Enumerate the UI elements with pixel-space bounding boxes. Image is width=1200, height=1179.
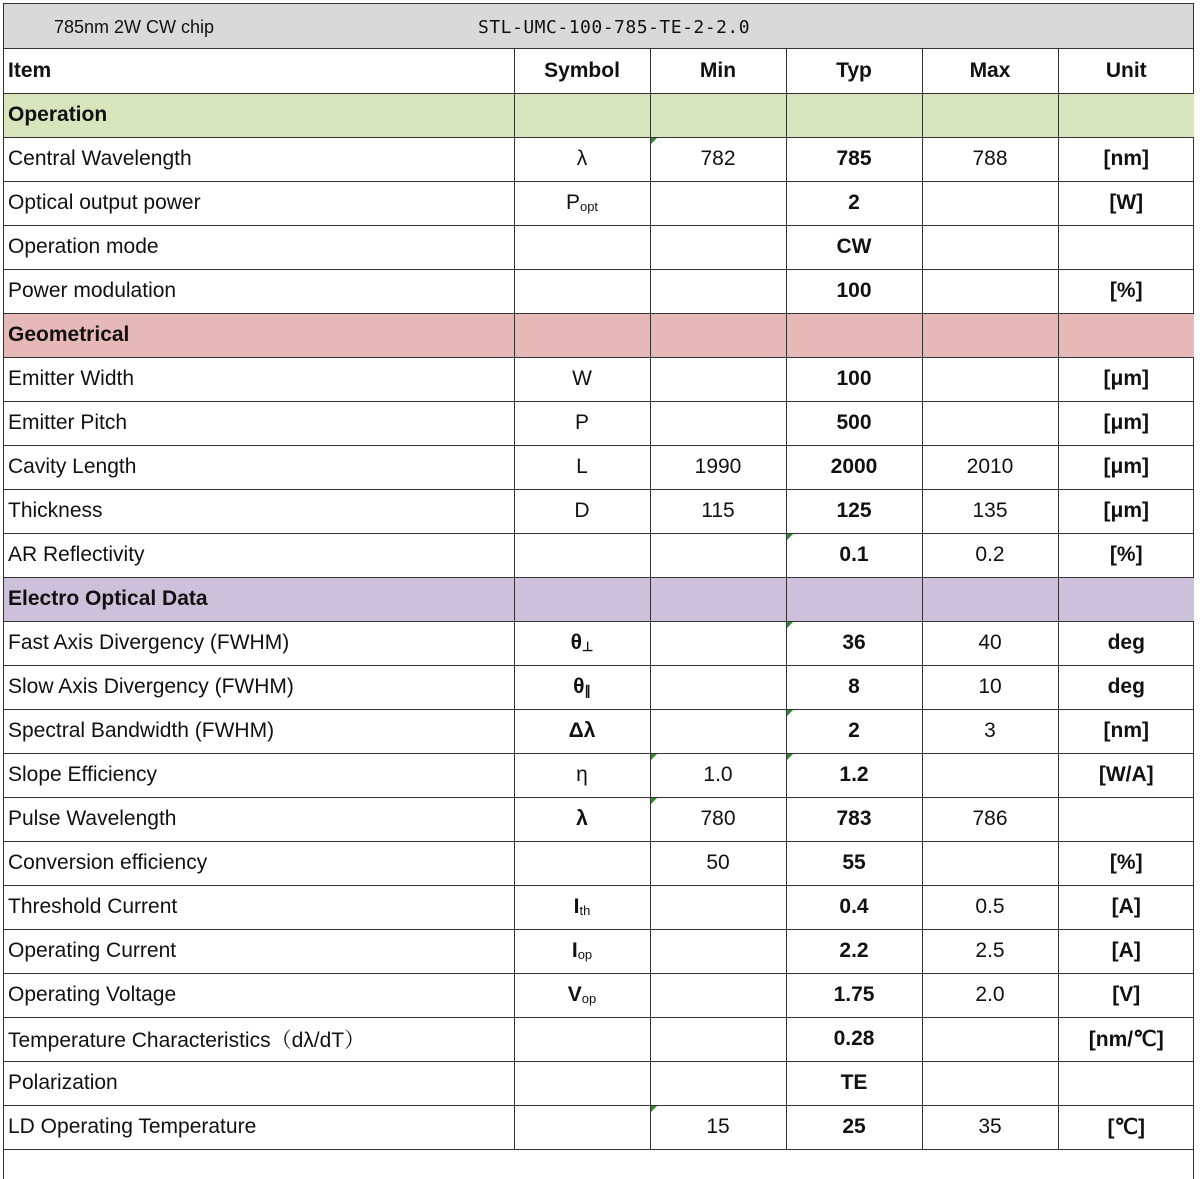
row-min <box>650 225 786 269</box>
row-max: 3 <box>922 709 1058 753</box>
row-item: Emitter Width <box>4 357 514 401</box>
row-item: Slow Axis Divergency (FWHM) <box>4 665 514 709</box>
table-row <box>4 445 1194 489</box>
table-row <box>4 1017 1194 1061</box>
row-symbol <box>514 1105 650 1149</box>
row-min <box>650 929 786 973</box>
row-min: 50 <box>650 841 786 885</box>
row-item: Slope Efficiency <box>4 753 514 797</box>
row-min <box>650 709 786 753</box>
row-item: Central Wavelength <box>4 137 514 181</box>
row-item: Polarization <box>4 1061 514 1105</box>
row-typ: 2.2 <box>786 929 922 973</box>
row-unit: [W] <box>1058 181 1194 225</box>
row-unit: [μm] <box>1058 445 1194 489</box>
row-typ: 25 <box>786 1105 922 1149</box>
table-row <box>4 665 1194 709</box>
row-max: 40 <box>922 621 1058 665</box>
symbol-main: θ <box>570 631 583 654</box>
row-max: 2.0 <box>922 973 1058 1017</box>
part-number: STL-UMC-100-785-TE-2-2.0 <box>478 17 751 38</box>
section-title: Electro Optical Data <box>4 577 514 621</box>
row-unit: [μm] <box>1058 489 1194 533</box>
row-typ: 500 <box>786 401 922 445</box>
row-min: 15 <box>650 1105 786 1149</box>
row-min <box>650 1017 786 1061</box>
row-item: Fast Axis Divergency (FWHM) <box>4 621 514 665</box>
row-unit: [℃] <box>1058 1105 1194 1149</box>
row-min: 1990 <box>650 445 786 489</box>
table-header-row <box>4 49 1194 93</box>
header-typ: Typ <box>786 49 922 93</box>
header-unit: Unit <box>1058 49 1194 93</box>
row-item: Optical output power <box>4 181 514 225</box>
row-unit <box>1058 225 1194 269</box>
row-typ: 100 <box>786 269 922 313</box>
row-unit: [W/A] <box>1058 753 1194 797</box>
row-symbol <box>514 1061 650 1105</box>
row-symbol: λ <box>514 137 650 181</box>
row-typ: 2 <box>786 709 922 753</box>
row-max: 0.2 <box>922 533 1058 577</box>
row-item: Spectral Bandwidth (FWHM) <box>4 709 514 753</box>
table-row <box>4 929 1194 973</box>
row-typ: 785 <box>786 137 922 181</box>
row-item: Threshold Current <box>4 885 514 929</box>
table-row <box>4 533 1194 577</box>
row-typ: 0.28 <box>786 1017 922 1061</box>
row-symbol: P <box>514 401 650 445</box>
row-typ: 55 <box>786 841 922 885</box>
row-unit: deg <box>1058 665 1194 709</box>
row-typ: 783 <box>786 797 922 841</box>
table-row <box>4 841 1194 885</box>
row-symbol <box>514 841 650 885</box>
row-min <box>650 665 786 709</box>
row-unit: [μm] <box>1058 357 1194 401</box>
row-item: AR Reflectivity <box>4 533 514 577</box>
table-row <box>4 225 1194 269</box>
row-max: 2.5 <box>922 929 1058 973</box>
row-min <box>650 973 786 1017</box>
row-unit: [nm] <box>1058 137 1194 181</box>
table-row <box>4 709 1194 753</box>
row-symbol: λ <box>514 797 650 841</box>
row-symbol: Δλ <box>514 709 650 753</box>
symbol-sub: opt <box>579 199 599 214</box>
row-max <box>922 1017 1058 1061</box>
row-max <box>922 225 1058 269</box>
row-max: 10 <box>922 665 1058 709</box>
row-max <box>922 269 1058 313</box>
row-symbol: D <box>514 489 650 533</box>
header-symbol: Symbol <box>514 49 650 93</box>
row-typ: 0.4 <box>786 885 922 929</box>
row-item: Operation mode <box>4 225 514 269</box>
spec-sheet <box>3 3 1194 1179</box>
row-typ: 100 <box>786 357 922 401</box>
row-typ: 1.2 <box>786 753 922 797</box>
row-symbol <box>514 1017 650 1061</box>
row-max: 786 <box>922 797 1058 841</box>
row-min <box>650 621 786 665</box>
table-row <box>4 357 1194 401</box>
table-row <box>4 885 1194 929</box>
symbol-main: I <box>571 939 578 962</box>
row-max <box>922 841 1058 885</box>
row-max <box>922 181 1058 225</box>
symbol-main: I <box>573 895 580 918</box>
row-item: Pulse Wavelength <box>4 797 514 841</box>
table-row <box>4 137 1194 181</box>
row-typ: 2 <box>786 181 922 225</box>
row-item: Emitter Pitch <box>4 401 514 445</box>
table-row <box>4 181 1194 225</box>
row-unit: [%] <box>1058 269 1194 313</box>
row-min <box>650 357 786 401</box>
row-symbol <box>514 533 650 577</box>
title-bar <box>4 4 1193 49</box>
row-unit: [nm] <box>1058 709 1194 753</box>
row-symbol: L <box>514 445 650 489</box>
row-typ: 1.75 <box>786 973 922 1017</box>
table-row <box>4 401 1194 445</box>
row-typ: 0.1 <box>786 533 922 577</box>
row-item: Conversion efficiency <box>4 841 514 885</box>
row-min <box>650 401 786 445</box>
row-item: Operating Voltage <box>4 973 514 1017</box>
row-item: Power modulation <box>4 269 514 313</box>
row-unit: [μm] <box>1058 401 1194 445</box>
row-min <box>650 181 786 225</box>
row-symbol <box>514 181 650 225</box>
symbol-sub: ∥ <box>584 683 591 698</box>
row-min <box>650 533 786 577</box>
row-typ: 36 <box>786 621 922 665</box>
row-item: Cavity Length <box>4 445 514 489</box>
row-unit: [A] <box>1058 929 1194 973</box>
row-max <box>922 357 1058 401</box>
row-min <box>650 269 786 313</box>
row-symbol: η <box>514 753 650 797</box>
row-max: 35 <box>922 1105 1058 1149</box>
symbol-sub: th <box>579 903 591 918</box>
symbol-sub: op <box>581 991 597 1006</box>
header-max: Max <box>922 49 1058 93</box>
row-min: 115 <box>650 489 786 533</box>
table-row <box>4 269 1194 313</box>
row-min: 780 <box>650 797 786 841</box>
row-symbol <box>514 225 650 269</box>
row-max <box>922 401 1058 445</box>
row-unit: [%] <box>1058 841 1194 885</box>
table-row <box>4 489 1194 533</box>
row-min <box>650 885 786 929</box>
row-symbol <box>514 929 650 973</box>
section-row-geometrical <box>4 313 1194 357</box>
header-item: Item <box>4 49 514 93</box>
row-unit <box>1058 797 1194 841</box>
row-item: LD Operating Temperature <box>4 1105 514 1149</box>
table-row <box>4 621 1194 665</box>
row-min: 1.0 <box>650 753 786 797</box>
symbol-main: V <box>567 983 582 1006</box>
header-min: Min <box>650 49 786 93</box>
row-typ: 2000 <box>786 445 922 489</box>
section-row-operation <box>4 93 1194 137</box>
row-max: 135 <box>922 489 1058 533</box>
section-title: Operation <box>4 93 514 137</box>
product-title: 785nm 2W CW chip <box>54 17 215 37</box>
table-row <box>4 797 1194 841</box>
table-row <box>4 973 1194 1017</box>
row-unit: [nm/℃] <box>1058 1017 1194 1061</box>
table-row <box>4 753 1194 797</box>
symbol-main: P <box>565 191 580 214</box>
row-unit: [%] <box>1058 533 1194 577</box>
row-symbol <box>514 665 650 709</box>
row-max: 2010 <box>922 445 1058 489</box>
row-typ: TE <box>786 1061 922 1105</box>
row-typ: 125 <box>786 489 922 533</box>
row-unit: [V] <box>1058 973 1194 1017</box>
table-row <box>4 1105 1194 1149</box>
spec-table <box>4 49 1194 1150</box>
symbol-sub: ⊥ <box>582 639 594 654</box>
section-title: Geometrical <box>4 313 514 357</box>
row-item: Operating Current <box>4 929 514 973</box>
row-symbol <box>514 885 650 929</box>
row-typ: CW <box>786 225 922 269</box>
row-max <box>922 753 1058 797</box>
row-unit: [A] <box>1058 885 1194 929</box>
section-row-electro-optical <box>4 577 1194 621</box>
row-unit <box>1058 1061 1194 1105</box>
row-typ: 8 <box>786 665 922 709</box>
symbol-sub: op <box>577 947 593 962</box>
row-symbol: W <box>514 357 650 401</box>
row-unit: deg <box>1058 621 1194 665</box>
symbol-main: θ <box>573 675 585 698</box>
row-item: Temperature Characteristics（dλ/dT） <box>4 1017 514 1061</box>
row-symbol <box>514 269 650 313</box>
row-max: 0.5 <box>922 885 1058 929</box>
row-item: Thickness <box>4 489 514 533</box>
row-min <box>650 1061 786 1105</box>
row-symbol <box>514 621 650 665</box>
row-max: 788 <box>922 137 1058 181</box>
table-row <box>4 1061 1194 1105</box>
row-symbol <box>514 973 650 1017</box>
row-max <box>922 1061 1058 1105</box>
row-min: 782 <box>650 137 786 181</box>
